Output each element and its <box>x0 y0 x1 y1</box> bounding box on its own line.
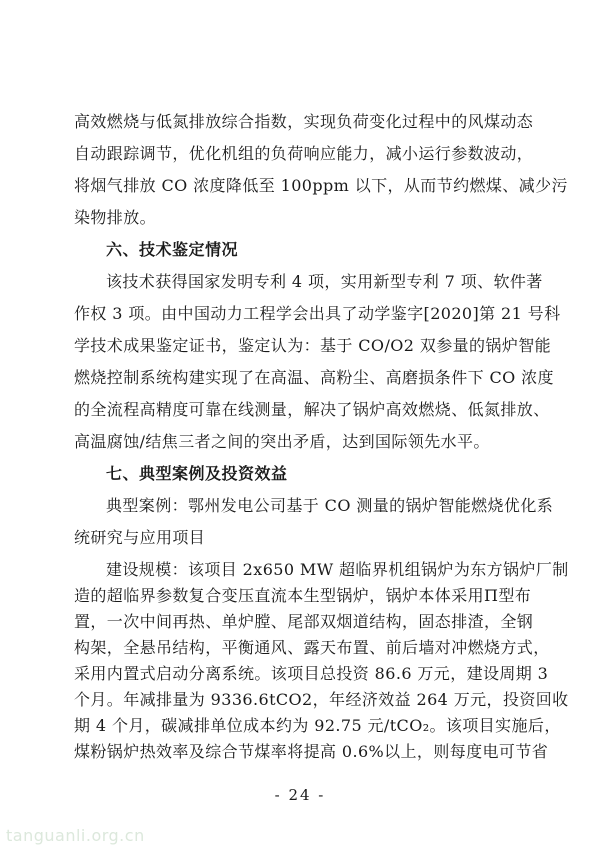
scale-line-8: 煤粉锅炉热效率及综合节煤率将提高 0.6%以上，则每度电可节省 <box>74 742 549 761</box>
intro-line-2: 自动跟踪调节，优化机组的负荷响应能力，减小运行参数波动， <box>74 144 534 163</box>
scale-line-3: 置，一次中间再热、单炉膛、尾部双烟道结构，固态排渣，全钢 <box>74 612 534 631</box>
page-number: - 24 - <box>274 786 326 804</box>
scale-line-2: 造的超临界参数复合变压直流本生型锅炉，锅炉本体采用Π型布 <box>74 586 532 605</box>
watermark: tanguanli.org.cn <box>6 826 145 845</box>
scale-line-1: 建设规模：该项目 2x650 MW 超临界机组锅炉为东方锅炉厂制 <box>106 560 569 579</box>
scale-line-7: 期 4 个月，碳减排单位成本约为 92.75 元/tCO₂。该项目实施后， <box>74 716 561 735</box>
intro-line-3: 将烟气排放 CO 浓度降低至 100ppm 以下，从而节约燃煤、减少污 <box>74 176 568 195</box>
case-line-1: 典型案例：鄂州发电公司基于 CO 测量的锅炉智能燃烧优化系 <box>106 496 554 515</box>
section-6-line-1: 该技术获得国家发明专利 4 项，实用新型专利 7 项、软件著 <box>106 272 543 291</box>
scale-line-6: 个月。年减排量为 9336.6tCO2，年经济效益 264 万元，投资回收 <box>74 690 569 709</box>
section-6-heading: 六、技术鉴定情况 <box>106 240 239 259</box>
scale-line-4: 构架，全悬吊结构，平衡通风、露天布置、前后墙对冲燃烧方式， <box>74 638 550 657</box>
case-line-2: 统研究与应用项目 <box>74 528 206 547</box>
section-7-heading: 七、典型案例及投资效益 <box>106 464 288 483</box>
section-6-line-4: 燃烧控制系统构建实现了在高温、高粉尘、高磨损条件下 CO 浓度 <box>74 368 554 387</box>
section-6-line-3: 学技术成果鉴定证书，鉴定认为：基于 CO/O2 双参量的锅炉智能 <box>74 336 552 355</box>
intro-line-1: 高效燃烧与低氮排放综合指数，实现负荷变化过程中的风煤动态 <box>74 112 534 131</box>
intro-line-4: 染物排放。 <box>74 208 157 227</box>
section-6-line-6: 高温腐蚀/结焦三者之间的突出矛盾，达到国际领先水平。 <box>74 432 490 451</box>
section-6-line-2: 作权 3 项。由中国动力工程学会出具了动学鉴字[2020]第 21 号科 <box>74 304 561 323</box>
scale-line-5: 采用内置式启动分离系统。该项目总投资 86.6 万元，建设周期 3 <box>74 664 549 683</box>
section-6-line-5: 的全流程高精度可靠在线测量，解决了锅炉高效燃烧、低氮排放、 <box>74 400 550 419</box>
